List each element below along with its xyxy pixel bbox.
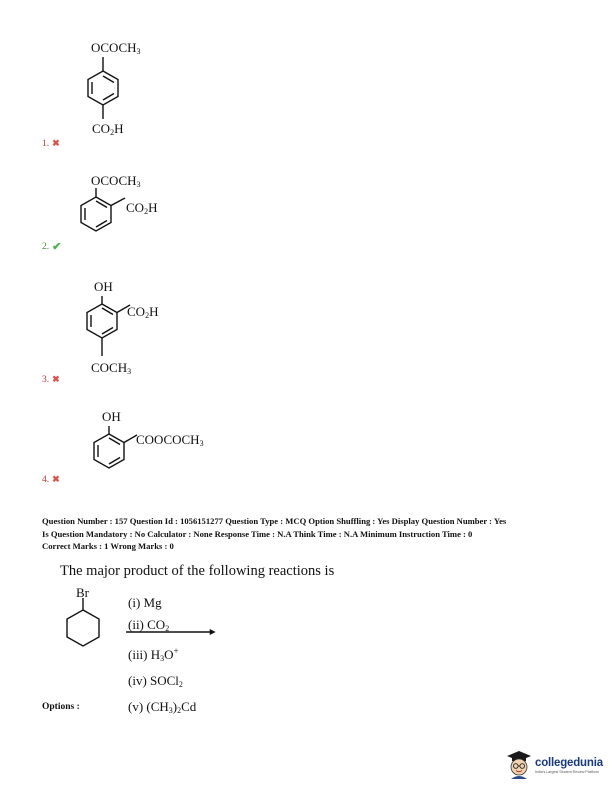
option-4-side-substituent: $COOCOCH_3$: [136, 432, 204, 448]
option-3-side-substituent: $CO_2H$: [127, 304, 159, 320]
question-meta-line-3: Correct Marks : 1 Wrong Marks : 0: [42, 541, 174, 551]
option-2-number: 2. ✔: [42, 241, 62, 253]
collegedunia-logo: [506, 749, 606, 781]
logo-text: [535, 757, 603, 774]
wrong-mark-icon: ✖: [52, 374, 60, 384]
reaction-step-1: (i) Mg: [128, 595, 162, 610]
option-4-top-substituent: OH: [102, 409, 121, 424]
option-3-bottom-substituent: $COCH_3$: [91, 360, 132, 376]
option-2-structure: [72, 186, 152, 246]
wrong-mark-icon: ✖: [52, 138, 60, 148]
option-4-number: 4. ✖: [42, 474, 60, 485]
graduate-mascot-icon: [506, 750, 532, 780]
option-2-top-substituent: $OCOCH_3$: [91, 173, 141, 189]
question-meta-line-2: Is Question Mandatory : No Calculator : None Response Time : N.A Think Time : N.A Minimum Instruction Time : 0: [42, 528, 473, 539]
question-meta: [42, 515, 582, 553]
option-3-top-substituent: OH: [94, 279, 113, 294]
option-1-top-substituent: $OCOCH_3$: [91, 40, 141, 56]
options-label: Options :: [42, 702, 80, 712]
correct-check-icon: ✔: [52, 241, 62, 253]
wrong-mark-icon: ✖: [52, 474, 60, 484]
reaction-arrow: [126, 627, 216, 637]
option-3-number: 3. ✖: [42, 374, 60, 385]
logo-brand: collegedunia: [535, 756, 603, 769]
option-1-structure: [72, 55, 132, 125]
question-substituent-bromine: Br: [76, 585, 89, 600]
question-text: The major product of the following reactions is: [60, 563, 335, 579]
reaction-steps: [128, 592, 196, 722]
logo-tagline: India's Largest Student Review Platform: [535, 769, 599, 774]
reaction-step-5: (v) $(CH_3)_2Cd$: [128, 699, 197, 715]
option-1-number: 1. ✖: [42, 138, 60, 149]
reaction-step-4: (iv) SOCl$_2$: [128, 673, 183, 689]
cyclohexane-structure: [62, 598, 122, 658]
reaction-step-2: (ii) $CO_2$: [128, 617, 170, 633]
question-meta-line-1: Question Number : 157 Question Id : 1056151277 Question Type : MCQ Option Shuffling : Yes Display Question Number : Yes: [42, 516, 507, 526]
reaction-step-3: (iii) $H_3O^+$: [128, 646, 179, 663]
option-1-bottom-substituent: $CO_2H$: [92, 121, 124, 137]
option-2-side-substituent: $CO_2H$: [126, 200, 158, 216]
